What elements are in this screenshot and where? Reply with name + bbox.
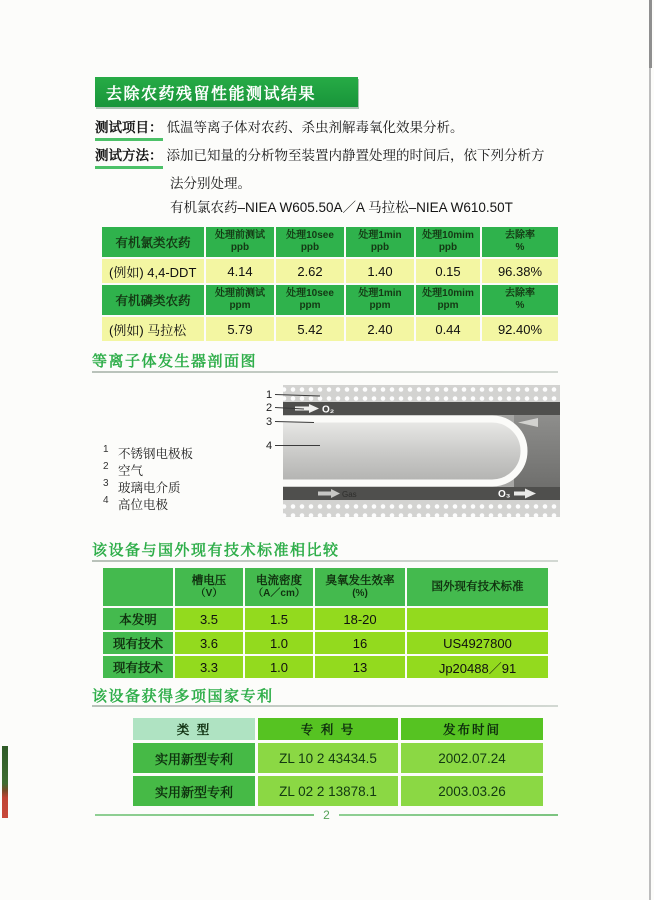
results-header-cell: 处理1min ppb [346,227,414,257]
patent-header-type: 类 型 [133,718,255,740]
results-header-cell: 处理10mim ppm [416,285,480,315]
comparison-value-cell: 1.0 [245,632,313,654]
legend-item: 3 玻璃电介质 [103,478,181,495]
high-electrode-region [283,419,524,483]
comparison-header-empty [103,568,173,606]
comparison-section-underline [92,560,558,562]
o3-label: O₃ [498,489,511,500]
test-method-text-1: 添加已知量的分析物至装置内静置处理的时间后，依下列分析方 [166,148,545,163]
test-item-text: 低温等离子体对农药、杀虫剂解毒氧化效果分析。 [166,120,464,135]
legend-item: 1 不锈钢电极板 [103,444,194,461]
comparison-value-cell: 3.5 [175,608,243,630]
comparison-row-label: 现有技术 [103,632,173,654]
comparison-header-row [103,568,548,606]
results-data-row-ddt [102,259,558,283]
comparison-header-cell: 国外现有技术标准 [407,568,548,606]
comparison-value-cell: 16 [315,632,405,654]
test-item-line [95,119,464,141]
test-method-line [95,147,545,169]
steel-electrode-plate-bottom [283,500,560,517]
results-group-name: 有机氯类农药 [102,227,204,257]
results-header-cell: 处理前测试 ppm [206,285,274,315]
patent-type-cell: 实用新型专利 [133,743,255,773]
o3-arrow-shaft [514,492,525,496]
comparison-value-cell: 1.0 [245,656,313,678]
patent-date-cell: 2003.03.26 [401,776,543,806]
page-title: 去除农药残留性能测试结果 [95,77,358,107]
comparison-value-cell: 3.6 [175,632,243,654]
results-header-cell: 处理10see ppm [276,285,344,315]
patent-date-cell: 2002.07.24 [401,743,543,773]
comparison-section-title: 该设备与国外现有技术标准相比较 [92,542,340,559]
scan-right-edge [649,0,651,900]
comparison-table [103,568,548,678]
comparison-row-label: 现有技术 [103,656,173,678]
results-data-row-malathion [102,317,558,341]
results-value-cell: 0.44 [416,317,480,341]
patent-header-number: 专 利 号 [258,718,398,740]
page-footer [95,808,558,822]
results-value-cell: 4.14 [206,259,274,283]
patent-number-cell: ZL 10 2 43434.5 [258,743,398,773]
results-rate-cell: 92.40% [482,317,558,341]
gas-label: Gas [342,490,357,499]
results-rate-cell: 96.38% [482,259,558,283]
results-header-cell: 处理10mim ppb [416,227,480,257]
diagram-legend [103,444,193,512]
diagram-section-underline [92,371,558,373]
scan-left-color-strip [2,746,8,818]
comparison-value-cell: 1.5 [245,608,313,630]
results-rate-header: 去除率 % [482,227,558,257]
footer-rule-right [339,814,558,816]
legend-item: 4 高位电极 [103,495,169,512]
o2-label: O₂ [322,404,335,416]
comparison-row-label: 本发明 [103,608,173,630]
comparison-header-cell: 电流密度 （A／cm） [245,568,313,606]
test-method-line-3 [170,199,513,216]
callout-1: 1 [266,389,273,401]
results-header-cell: 处理10see ppb [276,227,344,257]
footer-rule-left [95,814,314,816]
scan-right-edge-dark [649,0,652,68]
patent-header-date: 发布时间 [401,718,543,740]
patents-section-title: 该设备获得多项国家专利 [92,688,274,705]
results-header-cell: 处理前测试 ppb [206,227,274,257]
test-method-text-3: 有机氯农药–NIEA W605.50A／A 马拉松–NIEA W610.50T [170,200,513,215]
comparison-value-cell: Jp20488／91 [407,656,548,678]
callout-3: 3 [266,416,273,428]
comparison-value-cell: US4927800 [407,632,548,654]
patent-table [133,718,543,806]
results-value-cell: 2.40 [346,317,414,341]
test-item-label: 测试项目： [95,119,163,141]
results-rate-header: 去除率 % [482,285,558,315]
plasma-generator-cross-section [262,385,560,517]
results-header-row-chlorine [102,227,558,257]
comparison-row-prior-art-1 [103,632,548,654]
patent-row [133,743,543,773]
comparison-row-invention [103,608,548,630]
results-header-cell: 处理1min ppm [346,285,414,315]
results-row-label: (例如) 4,4-DDT [102,259,204,283]
results-value-cell: 1.40 [346,259,414,283]
results-value-cell: 5.79 [206,317,274,341]
gas-arrow-shaft [318,492,331,496]
patents-section-underline [92,705,558,707]
results-value-cell: 2.62 [276,259,344,283]
callout-2: 2 [266,402,273,414]
patent-header-row [133,718,543,740]
comparison-value-cell [407,608,548,630]
comparison-header-cell: 臭氧发生效率 (%) [315,568,405,606]
patent-type-cell: 实用新型专利 [133,776,255,806]
test-method-text-2: 法分别处理。 [170,176,251,191]
results-group-name: 有机磷类农药 [102,285,204,315]
legend-item: 2 空气 [103,461,144,478]
comparison-value-cell: 13 [315,656,405,678]
results-value-cell: 5.42 [276,317,344,341]
results-header-row-phosphorus [102,285,558,315]
diagram-section-title: 等离子体发生器剖面图 [92,353,258,370]
steel-electrode-plate-top [283,385,560,402]
patent-number-cell: ZL 02 2 13878.1 [258,776,398,806]
results-table [102,227,558,341]
results-value-cell: 0.15 [416,259,480,283]
patent-row [133,776,543,806]
test-method-line-2 [170,175,251,192]
comparison-header-cell: 槽电压 （V） [175,568,243,606]
comparison-value-cell: 18-20 [315,608,405,630]
comparison-row-prior-art-2 [103,656,548,678]
test-method-label: 测试方法： [95,147,163,169]
page-number: 2 [323,808,330,822]
results-row-label: (例如) 马拉松 [102,317,204,341]
comparison-value-cell: 3.3 [175,656,243,678]
callout-4: 4 [266,440,273,452]
